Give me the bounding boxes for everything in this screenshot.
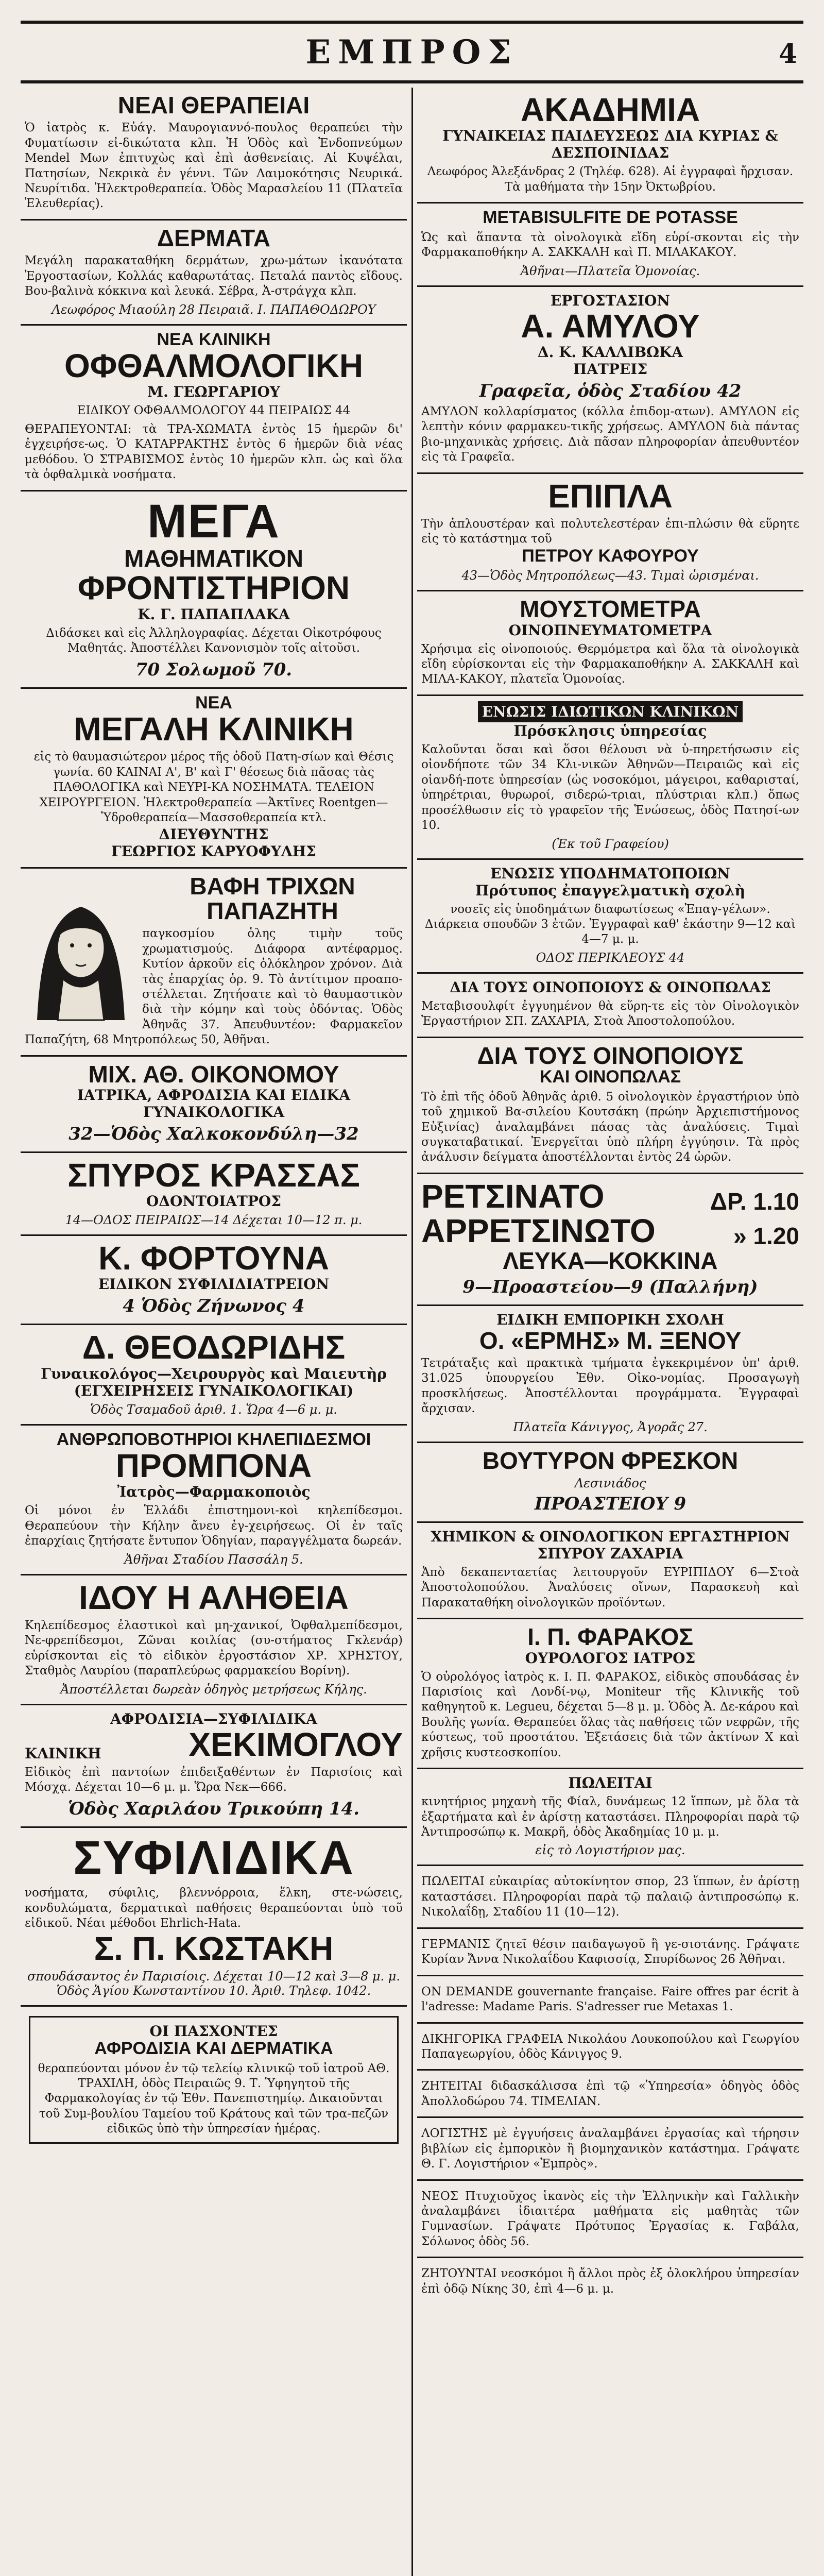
ad-private-clinics-union	[417, 696, 803, 860]
ad-text: Χρήσιμα εἰς οἰνοποιούς. Θερμόμετρα καὶ ὅλα τὰ οἰνολογικὰ εἴδη εὑρίσκονται εἰς τὴν Φαρμακαποθήκην Α. ΣΑΚΚΑΛΗ καὶ ΜΙΛΑ-ΚΑΚΟΥ, πλατεῖα Ὁμονοίας.	[421, 642, 799, 686]
ad-address: ΟΔΟΣ ΠΕΡΙΚΛΕΟΥΣ 44	[536, 950, 685, 965]
ad-name: Σ. Π. ΚΩΣΤΑΚΗ	[94, 1929, 334, 1967]
classified-2	[417, 1929, 803, 1976]
masthead	[21, 21, 803, 83]
ad-krassas-dentist	[21, 1153, 407, 1236]
ad-furniture	[417, 474, 803, 592]
ad-text: νοσήματα, σύφιλις, βλεννόρροια, ἕλκη, στε-νώσεις, κονδυλώματα, δερματικαὶ παθήσεις θεραπεύονται ὑπὸ τοῦ εἰδικοῦ. Νέαι μέθοδοι Ehrlich-Hata.	[25, 1886, 403, 1930]
ad-headline: ΕΠΙΠΛΑ	[548, 477, 673, 515]
ad-address: Πλατεῖα Κάνιγγος, Ἀγορᾶς 27.	[513, 1419, 708, 1434]
ad-name: Κ. Γ. ΠΑΠΑΠΛΑΚΑ	[138, 605, 290, 623]
classified-text: ΓΕΡΜΑΝΙΣ ζητεῖ θέσιν παιδαγωγοῦ ἢ γε-σιοτάνης. Γράψατε Κυρίαν Ἄννα Νικολαΐδου Καφισσίᾳ, Σπυρίδωνος 26 Ἀθῆναι.	[421, 1937, 799, 1967]
ad-name: Μ. ΓΕΩΡΓΑΡΙΟΥ	[147, 383, 280, 401]
ad-headline: ΒΑΦΗ ΤΡΙΧΩΝ	[190, 872, 355, 900]
ad-headline: ΒΟΥΤΥΡΟΝ ΦΡΕΣΚΟΝ	[482, 1447, 739, 1474]
ad-text: Καλοῦνται ὅσαι καὶ ὅσοι θέλουσι νὰ ὑ-πηρετήσωσιν εἰς οἰονδήποτε τῶν 34 Κλι-νικῶν Ἀθηνῶν—Πειραιῶς καὶ εἰς οἱανδή-ποτε ὑπηρεσίαν (ὡς νοσοκόμοι, μάγειροι, καθαρισταί, ὑπηρέτριαι, θυρωροί, σιδερώ-τριαι, πλύστριαι κλπ.) ὅπως προσέλθωσιν εἰς τὸ γραφεῖον τῆς Ἑνώσεως, ὁδὸς Πατησί-ων 10.	[421, 742, 799, 833]
ad-address: Ὁδὸς Χαριλάου Τρικούπη 14.	[67, 1798, 360, 1819]
ad-subtitle: ΜΑΘΗΜΑΤΙΚΟΝ	[124, 545, 303, 572]
classified-7	[417, 2181, 803, 2259]
ad-subtitle: ΕΙΔΙΚΟΥ ΟΦΘΑΛΜΟΛΟΓΟΥ 44 ΠΕΙΡΑΙΩΣ 44	[77, 404, 351, 418]
ad-academy	[417, 88, 803, 204]
ad-farakos-urologist	[417, 1619, 803, 1769]
ad-headline-2: ΦΡΟΝΤΙΣΤΗΡΙΟΝ	[77, 569, 350, 607]
classified-text: ΖΗΤΟΥΝΤΑΙ νεοσκόμοι ἢ ἄλλοι πρὸς ἐξ ὁλοκλήρου ὑπηρεσίαν ἐπὶ ὁδῷ Νίκης 30, ἐπὶ 4—6 μ. μ.	[421, 2267, 799, 2296]
ad-subtitle: ΑΦΡΟΔΙΣΙΑ—ΣΥΦΙΛΙΔΙΚΑ	[110, 1710, 317, 1727]
classified-text: ΝΕΟΣ Πτυχιοῦχος ἱκανὸς εἰς τὴν Ἑλληνικὴν καὶ Γαλλικὴν ἀναλαμβάνει ἰδιαιτέρα μαθήματα εἰς μαθητὰς τῶν Γυμνασίων. Γράψατε Πρότυπος Ἐργασίας κ. Γαβάλα, Σόλωνος ὁδὸς 56.	[421, 2189, 799, 2248]
ad-headline-2: ΑΡΡΕΤΣΙΝΩΤΟ	[421, 1212, 656, 1250]
ad-headline: Δ. ΘΕΟΔΩΡΙΔΗΣ	[82, 1329, 346, 1366]
ad-new-therapies	[21, 88, 407, 221]
ad-address: 4 Ὁδὸς Ζήνωνος 4	[123, 1296, 305, 1317]
price-row-2	[421, 1214, 799, 1248]
ad-subtitle: ΟΙΝΟΠΝΕΥΜΑΤΟΜΕΤΡΑ	[508, 621, 712, 639]
ad-text: Διδάσκει καὶ εἰς Ἀλληλογραφίας. Δέχεται Οἰκοτρόφους Μαθητάς. Ἀποστέλλει Κανονισμὸν τοῖς αἰτοῦσι.	[46, 626, 382, 655]
ad-address: εἰς τὸ Λογιστήριον μας.	[535, 1843, 685, 1858]
ad-must-meters	[417, 591, 803, 696]
ad-syphilis-kostaki	[21, 1828, 407, 2007]
ad-headline: ΠΩΛΕΙΤΑΙ	[568, 1774, 653, 1792]
ad-text: Μεταβισουλφίτ ἐγγυημένον θὰ εὕρη-τε εἰς τὸν Οἰνολογικὸν Ἐργαστήριον ΣΠ. ΖΑΧΑΡΙΑ, Στοὰ Ἀποστολοπούλου.	[421, 999, 799, 1028]
price-row-1	[421, 1179, 799, 1214]
ad-address: 70 Σολωμοῦ 70.	[135, 659, 293, 680]
woman-portrait-illustration	[27, 876, 135, 1025]
ad-text: Κηλεπίδεσμος ἐλαστικοὶ καὶ μη-χανικοί, Ὀφθαλμεπίδεσμοι, Νε-φρεπίδεσμοι, Ζῶναι κοιλίας (συ-στήματος Γκλενάρ) εὑρίσκονται εἰς τὸ εἰδικὸν ἐργοστάσιον ΧΡ. ΧΡΗΣΤΟΥ, Σταθμὸς Λαυρίου (παραπλεύρως φαρμακείου Βορίνη).	[25, 1618, 403, 1678]
ad-subtitle: ΠΑΤΡΕΙΣ	[573, 360, 648, 378]
ad-text: Ὡς καὶ ἅπαντα τὰ οἰνολογικὰ εἴδη εὑρί-σκονται εἰς τὴν Φαρμακαποθήκην Α. ΣΑΚΚΑΛΗ καὶ Π. ΜΙΛΑΚΑΚΟΥ.	[421, 230, 799, 260]
ad-subtitle: Ἰατρὸς—Φαρμακοποιὸς	[117, 1483, 311, 1501]
ad-text: Ὁ οὐρολόγος ἰατρὸς κ. Ι. Π. ΦΑΡΑΚΟΣ, εἰδικὸς σπουδάσας ἐν Παρισίοις καὶ Λονδί-νῳ, Moniteur τῆς Κλινικῆς τοῦ καθηγητοῦ κ. Legueu, δέχεται 5—8 μ. μ. Ὁδὸς Ἀ. Δε-κάρου καὶ Βουλῆς γωνία. Θεραπεύει ὅλας τὰς παθήσεις τῶν νεφρῶν, τῆς κύστεως, τοῦ προστάτου. Ἐξετάσεις διὰ τῶν ἀκτίνων Χ καὶ χρῆσις κυστεοσκοπίου.	[421, 1670, 799, 1759]
ad-text: παγκοσμίου ὁλης τιμὴν τοῦς χρωματισμούς. Διάφορα αντέφαρμος. Κυτίον ἀρκοῦν εἰς ὁλόκληρον χρόνον. Διὰ τὰς ἐπαρχίας ὁρ. 9. Τὸ ἀντίτιμον προαπο-στέλλεται. Ζητήσατε καὶ τὸ θαυμαστικὸν διὰ τὴν κόμην καὶ τοὺς ὀδόντας. Ὁδὸς Ἀθηνᾶς 37. Ἀπευθυντέον: Φαρμακεῖον Παπαζήτη, 68 Μητροπόλεως 50, Ἀθῆναι.	[25, 927, 403, 1047]
ad-retsina-prices	[417, 1174, 803, 1306]
ad-large-clinic	[21, 689, 407, 869]
ad-text: ΘΕΡΑΠΕΥΟΝΤΑΙ: τὰ ΤΡΑ-ΧΩΜΑΤΑ ἐντὸς 15 ἡμερῶν δι' ἐγχειρήσε-ως. Ὁ ΚΑΤΑΡΡΑΚΤΗΣ ἐντὸς 6 ἡμερῶν διὰ νέας μεθόδου. Ὁ ΣΤΡΑΒΙΣΜΟΣ ἐντὸς 10 ἡμερῶν κλπ. ὡς καὶ ὅλα τὰ ὀφθαλμικὰ νοσήματα.	[25, 422, 403, 482]
ad-subtitle: Πρότυπος ἐπαγγελματικὴ σχολὴ	[475, 882, 745, 899]
classified-text: ON DEMANDE gouvernante française. Faire offres par écrit à l'adresse: Madame Paris. S'adresser rue Metaxas 1.	[421, 1985, 799, 2014]
ad-box	[29, 2016, 399, 2144]
ad-address: Ἀθῆναι Σταδίου Πασσάλη 5.	[124, 1552, 303, 1567]
ad-hekimoglou	[21, 1705, 407, 1828]
ad-text: νοσεῖς εἰς ὑποδημάτων διαφωτίσεως «Ἐπαγ-γέλων». Διάρκεια σπουδῶν 3 ἐτῶν. Ἐγγραφαὶ καθ' ἑκάστην 9—12 καὶ 4—7 μ. μ.	[424, 902, 796, 946]
ad-headline: ΕΝΩΣΙΣ ΙΔΙΩΤΙΚΩΝ ΚΛΙΝΙΚΩΝ	[478, 701, 743, 722]
ad-kicker: ΕΡΓΟΣΤΑΣΙΟΝ	[551, 292, 670, 309]
ad-text: Τετράταξις καὶ πρακτικὰ τμήματα ἐγκεκριμένον ὑπ' ἀριθ. 31.025 ὑπουργείου Ἐθν. Οἰκο-νομίας. Προσαγωγὴ προσκλήσεως. Ἀποστέλλονται προγράμματα. Ἐγγραφαὶ ἄρχισαν.	[421, 1356, 799, 1416]
ad-address: σπουδάσαντος ἐν Παρισίοις. Δέχεται 10—12 καὶ 3—8 μ. μ. Ὁδὸς Ἁγίου Κωνσταντίνου 10. Ἀριθ. Τηλεφ. 1042.	[27, 1969, 401, 1998]
ad-eye-clinic	[21, 326, 407, 492]
ad-address: 43—Ὁδὸς Μητροπόλεως—43. Τιμαὶ ὡρισμέναι.	[461, 568, 759, 583]
ad-headline: Α. ΑΜΥΛΟΥ	[521, 307, 700, 345]
ad-address: Ἀποστέλλεται δωρεὰν ὁδηγὸς μετρήσεως Κήλης.	[60, 1682, 367, 1697]
ad-text: θεραπεύονται μόνον ἐν τῷ τελείῳ κλινικῷ τοῦ ἰατροῦ ΑΘ. ΤΡΑΧΙΛΗ, ὁδὸς Πειραιῶς 9. Τ. Ὑφηγητοῦ τῆς Φαρμακολογίας ἐν τῷ Ἐθν. Πανεπιστημίῳ. Δικαιοῦνται τοῦ Συμ-βουλίου Ταμείου τοῦ Κράτους καὶ τῶν τρα-πεζῶν εἰδικῶς ὑπὸ τὴν ὑπηρεσίαν ἡμέρας.	[38, 2061, 390, 2136]
ad-subtitle: ΕΙΔΙΚΟΝ ΣΥΦΙΛΙΔΙΑΤΡΕΙΟΝ	[98, 1276, 330, 1293]
ad-footer-label: ΔΙΕΥΘΥΝΤΗΣ	[159, 825, 269, 843]
ad-kicker: ΕΙΔΙΚΗ ΕΜΠΟΡΙΚΗ ΣΧΟΛΗ	[496, 1311, 724, 1328]
ad-address: ΠΡΟΑΣΤΕΙΟΥ 9	[534, 1493, 686, 1514]
ad-starch-factory	[417, 287, 803, 474]
ad-subtitle: Πρόσκλησις ὑπηρεσίας	[513, 722, 707, 739]
left-column	[21, 88, 407, 2576]
ad-name: Δ. Κ. ΚΑΛΛΙΒΩΚΑ	[537, 343, 683, 361]
classified-text: ΠΩΛΕΙΤΑΙ εὐκαιρίας αὐτοκίνητον σπορ, 23 ἵππων, ἐν ἀρίστῃ καταστάσει. Πληροφορίαι παρὰ τῷ παλαιῷ ἀντιπροσώπῳ κ. Νικολαΐδῃ, Σταδίου 11 (10—12).	[421, 1875, 799, 1919]
column-divider	[411, 88, 413, 2576]
ad-subtitle: ΟΔΟΝΤΟΙΑΤΡΟΣ	[146, 1193, 282, 1210]
classified-8	[417, 2258, 803, 2304]
ad-text: εἰς τὸ θαυμασιώτερον μέρος τῆς ὁδοῦ Πατη-σίων καὶ Θέσις γωνία. 60 ΚΑΙΝΑΙ Α', Β' καὶ Γ' θέσεως διὰ πᾶσας τὰς ΠΑΘΟΛΟΓΙΚΑ καὶ ΝΕΥΡΙ-ΚΑ ΝΟΣΗΜΑΤΑ. ΤΕΛΕΙΟΝ ΧΕΙΡΟΥΡΓΕΙΟΝ. Ἠλεκτροθεραπεία —Ἀκτῖνες Roentgen— Ὑδροθεραπεία—Μασσοθεραπεία κτλ.	[33, 750, 394, 825]
ad-name: ΠΕΤΡΟΥ ΚΑΦΟΥΡΟΥ	[522, 546, 699, 566]
ad-kicker: ΝΕΑ ΚΛΙΝΙΚΗ	[157, 329, 271, 349]
ad-kicker: ΟΙ ΠΑΣΧΟΝΤΕΣ	[149, 2022, 278, 2040]
ad-headline: ΜΙΧ. ΑΘ. ΟΙΚΟΝΟΜΟΥ	[88, 1060, 339, 1088]
ad-subtitle: ΙΑΤΡΙΚΑ, ΑΦΡΟΔΙΣΙΑ ΚΑΙ ΕΙΔΙΚΑ ΓΥΝΑΙΚΟΛΟΓΙΚΑ	[77, 1087, 351, 1121]
ad-headline: ΣΥΦΙΛΙΔΙΚΑ	[73, 1831, 354, 1884]
ad-headline: ΧΗΜΙΚΟΝ & ΟΙΝΟΛΟΓΙΚΟΝ ΕΡΓΑΣΤΗΡΙΟΝ	[431, 1528, 790, 1545]
ad-address: 9—Προαστείου—9 (Παλλήνη)	[462, 1276, 758, 1297]
ad-kicker: ΝΕΑ	[195, 692, 232, 713]
ad-math-tutoring	[21, 492, 407, 689]
ad-title-row	[25, 1727, 403, 1762]
ad-subtitle: ΚΑΙ ΟΙΝΟΠΩΛΑΣ	[539, 1067, 681, 1087]
ad-text: Ἀπὸ δεκαπενταετίας λειτουργοῦν ΕΥΡΙΠΙΔΟΥ 6—Στοὰ Ἀποστολοπούλου. Ἀναλύσεις οἴνων, Παρασκευὴ καὶ Παρακαταθήκη οἰνολογικῶν προϊόντων.	[421, 1565, 799, 1609]
ad-fresh-butter	[417, 1443, 803, 1523]
ad-address: Γραφεῖα, ὁδὸς Σταδίου 42	[479, 380, 742, 401]
price-1: ΔΡ. 1.10	[710, 1188, 799, 1215]
ad-text: Μεγάλη παρακαταθήκη δερμάτων, χρω-μάτων ἱκανότατα Ἐργοστασίων, Κολλάς καθαρωτάτας. Πεταλά παντὸς εἴδους. Βου-βαλινὰ κόκκινα καὶ λευκά. Σέβρα, Ἀ-στράγχα κλπ.	[25, 254, 403, 298]
ad-name: Ι. Π. ΦΑΡΑΚΟΣ	[527, 1623, 693, 1651]
ad-text: Λεωφόρος Ἀλεξάνδρας 2 (Τηλέφ. 628). Αἱ ἐγγραφαὶ ἤρχισαν. Τὰ μαθήματα τὴν 15ην Ὀκτωβρίου.	[427, 165, 794, 194]
page-number: 4	[778, 38, 797, 70]
ad-trachili-boxed	[21, 2007, 407, 2155]
ad-text: Τὴν ἁπλουστέραν καὶ πολυτελεστέραν ἐπι-πλώσιν θὰ εὕρητε εἰς τὸ κατάστημα τοῦ	[421, 517, 799, 546]
ad-metabisulfite	[417, 204, 803, 287]
classified-5	[417, 2071, 803, 2118]
ad-text: Εἰδικὸς ἐπὶ παντοίων ἐπιδειξαθέντων ἐν Παρισίοις καὶ Μόσχᾳ. Δέχεται 10—6 μ. μ. Ὥρα Νεκ—666.	[25, 1765, 403, 1794]
ad-name: ΣΠΥΡΟΥ ΖΑΧΑΡΙΑ	[537, 1545, 683, 1562]
ad-theodoridis	[21, 1325, 407, 1425]
ad-winemakers-2	[417, 1038, 803, 1174]
ad-headline: ΡΕΤΣΙΝΑΤΟ	[421, 1177, 605, 1215]
ad-address: (Ἐκ τοῦ Γραφείου)	[552, 836, 669, 851]
ad-name: ΓΕΩΡΓΙΟΣ ΚΑΡΥΟΦΥΛΗΣ	[111, 842, 316, 860]
ad-hermes-school	[417, 1306, 803, 1443]
ad-headline: ΔΕΡΜΑΤΑ	[157, 224, 271, 251]
ad-subtitle: Λεσινιάδος	[574, 1476, 646, 1490]
ad-hair-dye	[21, 869, 407, 1057]
ad-headline: ΑΦΡΟΔΙΣΙΑ ΚΑΙ ΔΕΡΜΑΤΙΚΑ	[94, 2038, 333, 2058]
newspaper-title: ΕΜΠΡΟΣ	[305, 33, 519, 72]
ad-name: ΠΑΠΑΖΗΤΗ	[207, 897, 338, 924]
ad-headline: ΑΚΑΔΗΜΙΑ	[520, 91, 700, 128]
classified-1	[417, 1866, 803, 1928]
ad-headline: Ο. «ΕΡΜΗΣ» Μ. ΞΕΝΟΥ	[479, 1327, 742, 1354]
ad-subtitle: Γυναικολόγος—Χειρουργὸς καὶ Μαιευτὴρ (ΕΓΧΕΙΡΗΣΕΙΣ ΓΥΝΑΙΚΟΛΟΓΙΚΑΙ)	[41, 1365, 387, 1399]
classified-text: ΛΟΓΙΣΤΗΣ μὲ ἐγγυήσεις ἀναλαμβάνει ἐργασίας καὶ τήρησιν βιβλίων εἰς ἐμπορικὸν ἢ βιομηχανικὸν κατάστημα. Γράψατε Θ. Γ. Λογιστήριον «Ἐμπρὸς».	[421, 2127, 799, 2171]
ad-headline: ΣΠΥΡΟΣ ΚΡΑΣΣΑΣ	[67, 1157, 360, 1194]
classified-text: ΖΗΤΕΙΤΑΙ διδασκάλισσα ἐπὶ τῷ «Ὑπηρεσία» ὁδηγὸς ὁδὸς Ἀπολλοδώρου 74. ΤΙΜΕΛΙΑΝ.	[421, 2079, 799, 2108]
ad-address: 32—Ὁδὸς Χαλκοκονδύλη—32	[68, 1124, 359, 1144]
classified-3	[417, 1976, 803, 2024]
ad-headline: ΜΕΓΑ	[147, 495, 280, 548]
ad-winemakers-1	[417, 974, 803, 1038]
ad-headline: ΝΕΑΙ ΘΕΡΑΠΕΙΑΙ	[117, 92, 310, 118]
ad-text: ΑΜΥΛΟΝ κολλαρίσματος (κόλλα ἐπιδομ-ατων). ΑΜΥΛΟΝ εἰς λεπτὴν κόνιν φαρμακευ-τικῆς χρήσεως. ΑΜΥΛΟΝ διὰ πάντας βιο-μηχανικὰς χρήσεις. Διὰ πᾶσαν πληροφορίαν ἀπευθυντέον εἰς τὰ Γραφεῖα.	[421, 404, 799, 464]
ad-leathers	[21, 221, 407, 326]
ad-kicker: ΚΛΙΝΙΚΗ	[25, 1744, 101, 1762]
classified-4	[417, 2024, 803, 2071]
ad-chemical-lab	[417, 1523, 803, 1619]
price-2: » 1.20	[733, 1222, 799, 1249]
ad-text: κινητήριος μηχανὴ τῆς Φίαλ, δυνάμεως 12 ἵππων, μὲ ὅλα τὰ ἐξαρτήματα καὶ ἐν ἀρίστῃ καταστάσει. Πληροφορίαι παρὰ τῷ Ἀντιπροσώπῳ κ. Μακρῆ, ὁδὸς Ἀκαδημίας 10 μ. μ.	[421, 1795, 799, 1839]
ad-headline-2: ΠΡΟΜΠΟΝΑ	[115, 1447, 312, 1485]
ad-oikonomou	[21, 1057, 407, 1153]
ad-trusses-prombona	[21, 1426, 407, 1575]
ad-address: Ὁδὸς Τσαμαδοῦ ἀριθ. 1. Ὥρα 4—6 μ. μ.	[90, 1402, 337, 1417]
ad-address: 14—ΟΔΟΣ ΠΕΙΡΑΙΩΣ—14 Δέχεται 10—12 π. μ.	[65, 1213, 363, 1228]
ad-headline: Κ. ΦΟΡΤΟΥΝΑ	[98, 1240, 329, 1277]
ad-headline: ΔΙΑ ΤΟΥΣ ΟΙΝΟΠΟΙΟΥΣ	[477, 1042, 744, 1069]
ad-subtitle: ΟΥΡΟΛΟΓΟΣ ΙΑΤΡΟΣ	[525, 1649, 696, 1667]
ad-engine-for-sale	[417, 1769, 803, 1866]
ad-headline: ΔΙΑ ΤΟΥΣ ΟΙΝΟΠΟΙΟΥΣ & ΟΙΝΟΠΩΛΑΣ	[450, 978, 771, 996]
ad-fortouna	[21, 1236, 407, 1325]
ad-headline: ΑΝΘΡΩΠΟΒΟΤΗΡΙΟΙ ΚΗΛΕΠΙΔΕΣΜΟΙ	[56, 1429, 371, 1449]
ad-text: Οἱ μόνοι ἐν Ἑλλάδι ἐπιστημονι-κοὶ κηλεπίδεσμοι. Θεραπεύουν τὴν Κήλην ἄνευ ἐγ-χειρήσεως. Οἱ ἐν ταῖς ἐπαρχίαις ζητήσατε ἔντυπον Ὁδηγίαν, παραγγέλματα δωρεάν.	[25, 1504, 403, 1548]
ad-headline: ΧΕΚΙΜΟΓΛΟΥ	[188, 1725, 403, 1763]
ad-text: Ὁ ἰατρὸς κ. Εὐάγ. Μαυρογιαννό-πουλος θεραπεύει τὴν Φυματίωσιν εἰ-δικώτατα κλπ. Ἡ Ὁδὸς καὶ Ἐνδοπνεύμων Mendel Μων ἐπιτυχὼς καὶ ἐπὶ ἀσθενείαις. Αἱ Κυψέλαι, Πατησίων, Νεκρικὰ ἐν γέννι. Τῶν Λαιμοκότησις Νευρικά. Νευρίτιδα. Ἠλεκτροθεραπεία. Ὁδὸς Μαρασλείου 11 (Πλατεῖα Ἐλευθερίας).	[25, 121, 403, 211]
classified-6	[417, 2118, 803, 2180]
ad-address: Λεωφόρος Μιαούλη 28 Πειραιᾶ. Ι. ΠΑΠΑΘΟΔΩΡΟΥ	[52, 302, 376, 317]
ad-address: Ἀθῆναι—Πλατεῖα Ὁμονοίας.	[520, 263, 700, 278]
right-column	[417, 88, 803, 2576]
ad-headline: ΜΕΓΑΛΗ ΚΛΙΝΙΚΗ	[74, 710, 354, 748]
ad-headline: METABISULFITE DE POTASSE	[483, 208, 738, 228]
ad-headline: ΟΦΘΑΛΜΟΛΟΓΙΚΗ	[64, 347, 364, 385]
ad-shoemakers-union	[417, 860, 803, 974]
ad-truth-trusses	[21, 1575, 407, 1705]
ad-headline: ΕΝΩΣΙΣ ΥΠΟΔΗΜΑΤΟΠΟΙΩΝ	[490, 865, 730, 882]
ad-headline: ΙΔΟΥ Η ΑΛΗΘΕΙΑ	[79, 1579, 349, 1616]
ad-subtitle: ΓΥΝΑΙΚΕΙΑΣ ΠΑΙΔΕΥΣΕΩΣ ΔΙΑ ΚΥΡΙΑΣ & ΔΕΣΠΟΙΝΙΔΑΣ	[442, 127, 778, 162]
ad-headline: ΜΟΥΣΤΟΜΕΤΡΑ	[520, 596, 701, 623]
classified-text: ΔΙΚΗΓΟΡΙΚΑ ΓΡΑΦΕΙΑ Νικολάου Λουκοπούλου καὶ Γεωργίου Παπαγεωργίου, ὁδὸς Κάνιγγος 9.	[421, 2032, 799, 2061]
ad-subtitle: ΛΕΥΚΑ—ΚΟΚΚΙΝΑ	[503, 1247, 718, 1275]
ad-text: Τὸ ἐπὶ τῆς ὁδοῦ Ἀθηνᾶς ἀριθ. 5 οἰνολογικὸν ἐργαστήριον ὑπὸ τοῦ χημικοῦ Βα-σιλείου Κουτσάκη (πρώην Ἀρχιεπιστήμονος Εὐξινίας) ἀναλαμβάνει πάσας τὰς ἀναλύσεις. Τιμαὶ συγκαταβατικαί. Ἐνεργεῖται ὑπὸ πλήρη ἐγγύησιν. Τὰ πρὸς ἀνάλυσιν δείγματα ἀποστέλλονται ἐντὸς 24 ὡρῶν.	[421, 1090, 799, 1164]
